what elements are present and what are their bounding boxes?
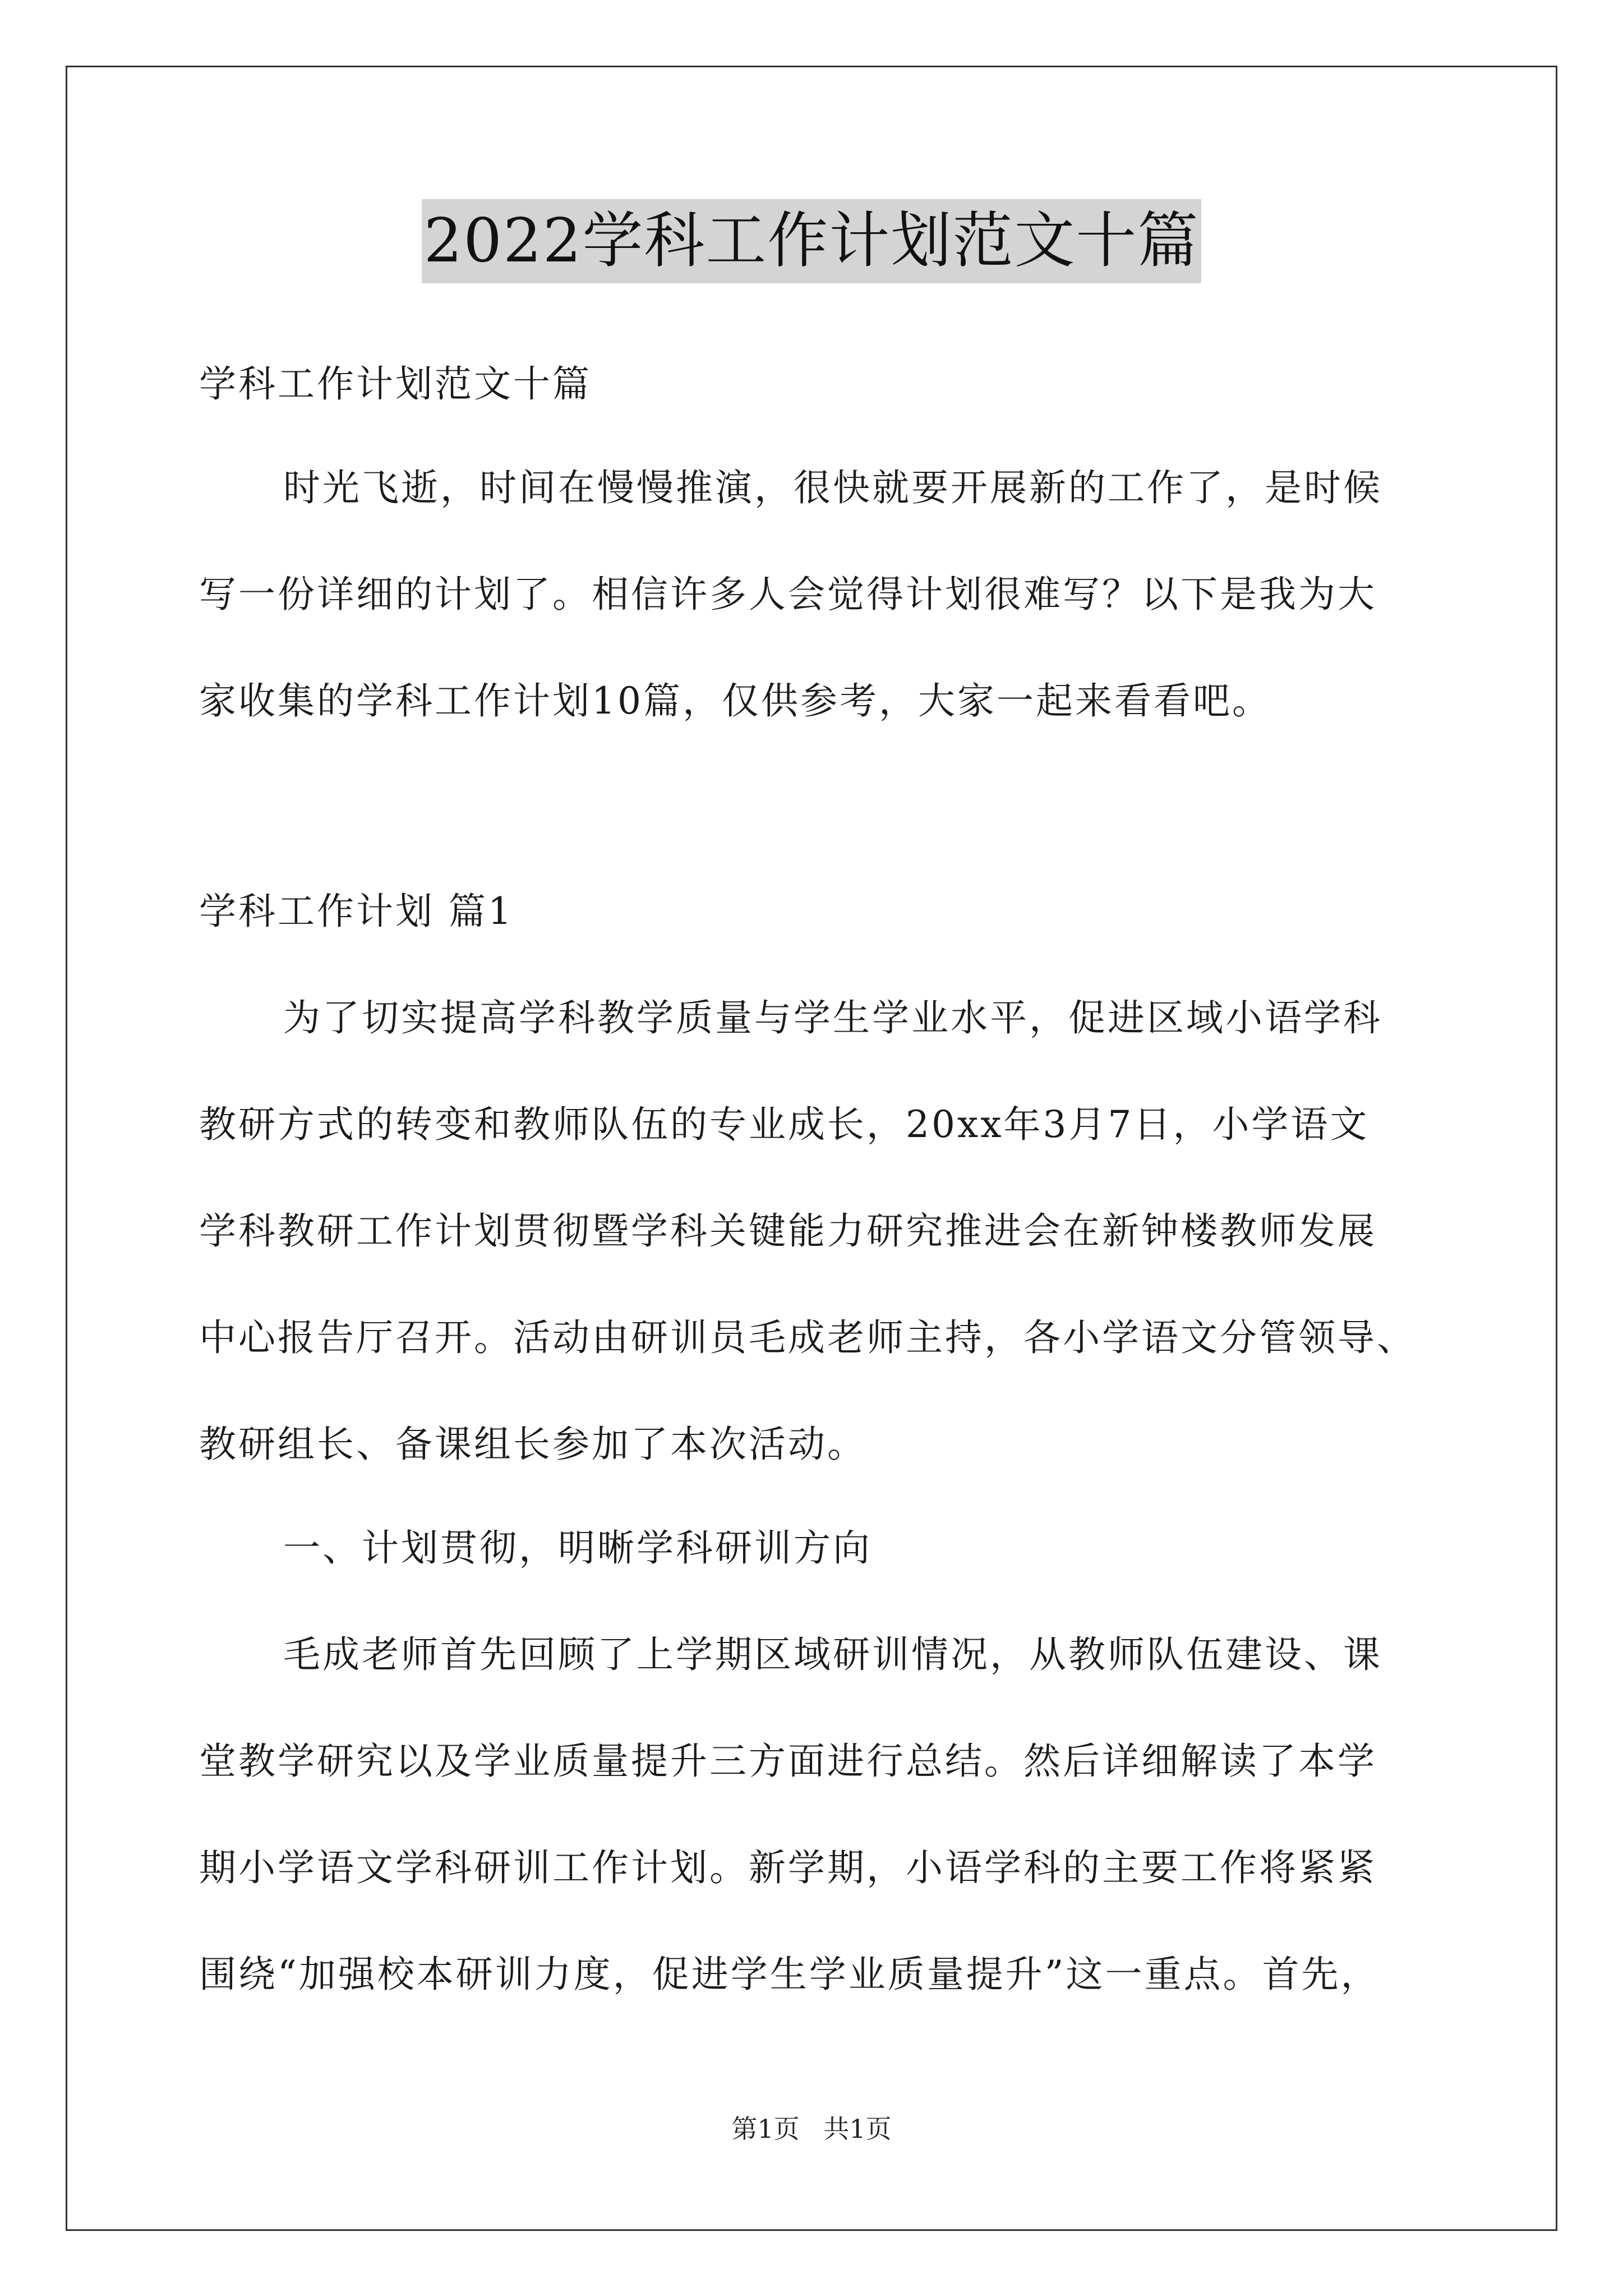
section-heading: 学科工作计划 篇1 xyxy=(199,890,514,933)
page-number-total: 共1页 xyxy=(823,2114,892,2144)
paragraph-line: 毛成老师首先回顾了上学期区域研训情况，从教师队伍建设、课 xyxy=(283,1633,1382,1676)
paragraph-line: 教研方式的转变和教师队伍的专业成长，20xx年3月7日，小学语文 xyxy=(199,1103,1370,1146)
paragraph-line: 写一份详细的计划了。相信许多人会觉得计划很难写？以下是我为大 xyxy=(199,573,1377,616)
document-title: 2022学科工作计划范文十篇 xyxy=(422,199,1202,283)
page-footer xyxy=(0,2112,1623,2146)
paragraph-line: 为了切实提高学科教学质量与学生学业水平，促进区域小语学科 xyxy=(283,996,1382,1039)
paragraph-line: 围绕“加强校本研训力度，促进学生学业质量提升”这一重点。首先， xyxy=(199,1953,1380,1996)
paragraph-line: 时光飞逝，时间在慢慢推演，很快就要开展新的工作了，是时候 xyxy=(283,466,1382,509)
subtitle-line: 学科工作计划范文十篇 xyxy=(199,362,592,406)
paragraph-line: 学科教研工作计划贯彻暨学科关键能力研究推进会在新钟楼教师发展 xyxy=(199,1209,1377,1253)
paragraph-line: 中心报告厅召开。活动由研训员毛成老师主持，各小学语文分管领导、 xyxy=(199,1316,1416,1359)
paragraph-line: 教研组长、备课组长参加了本次活动。 xyxy=(199,1423,866,1466)
paragraph-line: 期小学语文学科研训工作计划。新学期，小语学科的主要工作将紧紧 xyxy=(199,1846,1377,1889)
page-number-current: 第1页 xyxy=(731,2114,800,2144)
paragraph-line: 家收集的学科工作计划10篇，仅供参考，大家一起来看看吧。 xyxy=(199,679,1271,723)
paragraph-line: 堂教学研究以及学业质量提升三方面进行总结。然后详细解读了本学 xyxy=(199,1740,1377,1783)
subsection-heading: 一、计划贯彻，明晰学科研训方向 xyxy=(283,1526,872,1570)
title-container xyxy=(0,199,1623,283)
